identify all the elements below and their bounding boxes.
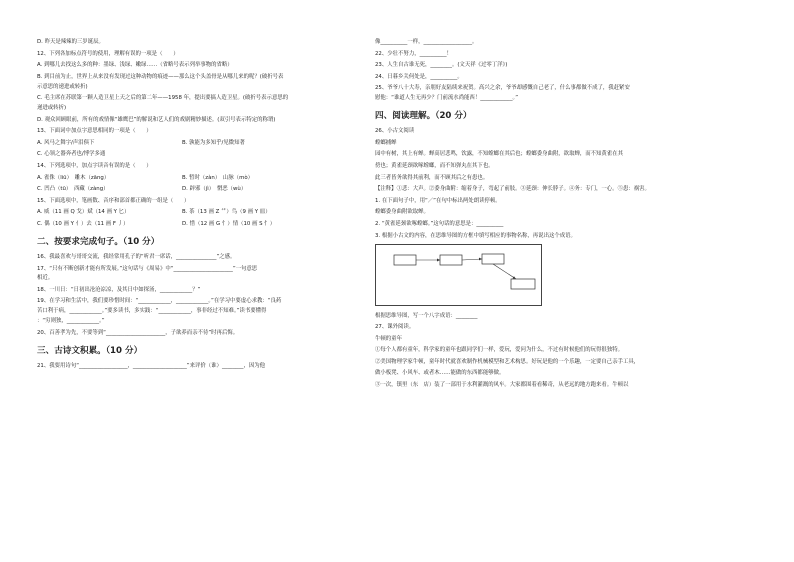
question-17: 17、“只有不断创新才能有所发展。”这句话与《周易》中“______________________”一句意思 <box>37 265 258 272</box>
question-19-cont-2: ：“穷则独，____________。” <box>37 318 105 325</box>
mind-map-box-4[interactable] <box>511 279 535 289</box>
question-21: 21、我要用诗句“__________________，____________________”来评价（谁）________，因为他 <box>37 362 266 369</box>
question-16: 16、我最喜欢与哥哥交流，我经常用孔子的“听君一席话，_______________”之感。 <box>37 253 236 260</box>
question-20: 20、百善孝为先，不要等到“______________________，子欲养而亲不待”时再后悔。 <box>37 329 239 336</box>
mind-map-box-1[interactable] <box>394 255 416 265</box>
mind-map-box-3[interactable] <box>482 254 504 264</box>
question-15-option-d: D. 惜（12 画 G 忄）情（10 画 S 忄） <box>182 220 276 227</box>
question-13-option-c: C. 心领之器奔者也/博学多通 <box>37 151 106 158</box>
question-26-1: 1. 在下面句子中，用“／”在句中标出两处朗读停顿。 <box>375 197 501 204</box>
question-14-option-b: B. 暂时（zàn） 山脉（mò） <box>182 174 254 181</box>
right-column <box>375 38 765 393</box>
passage-title: 螳螂捕蝉 <box>375 139 397 146</box>
section-4-heading: 四、阅读理解。（20 分） <box>375 111 472 122</box>
mind-map-svg <box>376 245 541 305</box>
reading-para-3: ③一次，镇里（东 店）装了一部用于水利灌溉的风车。大家都围着看稀奇，从老远的地方跑来看。牛顿以 <box>375 382 629 389</box>
question-15-options-row1 <box>37 208 357 216</box>
reading-para-2: ②美国物理学家牛顿，童年时代就喜欢制作机械模型和艺术构思。好玩是他的一个乐趣，一定要自己亲手工具， <box>375 358 640 365</box>
question-22: 22、少壮不努力，__________！ <box>375 50 452 57</box>
question-26-2: 2. “黄雀延颈欲啄螳螂。”这句话的意思是：__________ <box>375 220 504 227</box>
mind-map-arrowhead-1 <box>437 258 440 261</box>
mind-map-arrowhead-2 <box>479 257 482 260</box>
reading-title: 牛顿的童年 <box>375 335 402 342</box>
question-26-1-sentence: 螳螂委身曲附欲取蝉。 <box>375 209 429 216</box>
question-12-option-c-cont: 递进或转折) <box>37 104 67 111</box>
question-14-options-row2 <box>37 185 357 193</box>
question-23: 23、人生自古谁无死，________。(文天祥《过零丁洋》) <box>375 62 508 69</box>
question-14-option-a: A. 雀侏（liū） 雕木（zāng） <box>37 174 110 181</box>
question-15-option-c: C. 偶（10 画 Y 亻）去（11 画 F 丿） <box>37 220 129 227</box>
question-14-options-row1 <box>37 174 357 182</box>
question-15-option-a: A. 威（11 画 Q 戈）斌（14 画 Y 匕） <box>37 209 130 216</box>
left-column <box>37 38 357 373</box>
question-13-option-b: B. 孰能为多知乎/见微知著 <box>182 139 245 146</box>
question-15-options-row2 <box>37 220 357 228</box>
passage-line-1: 园中有树，其上有蝉。蝉高居悲鸣，饮露，不知螳螂在其后也；螳螂委身曲附，欲取蝉，而不知黄雀在其 <box>375 151 623 158</box>
question-17-cont: 相近。 <box>37 275 54 282</box>
question-24: 24、日暮乡关何处是，__________。 <box>375 73 463 80</box>
option-d: D. 昨天是辣辣的三岁诞辰。 <box>37 39 104 45</box>
question-27: 27、课外阅读。 <box>375 324 415 331</box>
passage-line-3: 此三者皆务欲得其前利，而不顾其后之有患也。 <box>375 174 489 181</box>
question-12-option-c: C. 毛主席在苏联第一颗人造卫星上天之后的第二年——1958 年，提出要搞人造卫星。(破折号表示意思的 <box>37 95 289 102</box>
question-26: 26、小古文阅读 <box>375 128 415 135</box>
mind-map-box-2[interactable] <box>440 255 462 265</box>
question-13-option-a: A. 风马之舞字/声泪俱下 <box>37 139 95 146</box>
reading-para-2-cont: 做小板凳、小风车、或者木……能做的东西都能够做。 <box>375 370 505 377</box>
question-14-option-d: D. 辟邪（jì） 惘恶（wù） <box>182 186 247 193</box>
question-12-option-d: D. 观众回顾眼前，所有的戏情像“雄鹰巴”的解说和艺人们的戏剧精妙描述。(双引号表示特定的称谓) <box>37 116 276 123</box>
question-15-option-b: B. 茶（13 画 Z 艹）鸟（9 画 Y 皿） <box>182 209 271 216</box>
mind-map-arrow-3 <box>493 264 516 279</box>
question-18: 18、一川日：“日初出沧沧凉凉，及其日中如探汤，____________？” <box>37 286 201 293</box>
question-12-option-b-cont: 示意思的递进或转折) <box>37 83 88 90</box>
question-14-option-c: C. 凹凸（tū） 西藏（zàng） <box>37 186 109 193</box>
passage-line-2: 傍也；黄雀延颈欲啄螳螂，而不知弹丸在其下也。 <box>375 162 494 169</box>
reading-para-1: ①每个人都有童年，科学家的童年也跟同学们一样，爱玩，爱问为什么，不过有时候他们的玩得很独特。 <box>375 347 623 354</box>
question-12: 12、下列各加标点符号的使用，理解有误的一项是（ ） <box>37 50 179 57</box>
question-12-option-a: A. 到哪儿去找这么多的种：墨绿、浅绿、嫩绿……（省略号表示列举事物的省略） <box>37 62 233 69</box>
section-2-heading: 二、按要求完成句子。（10 分） <box>37 236 160 247</box>
question-19: 19、在学习和生活中，我们要珍惜时间：“____________，____________。”在学习中要虚心求教：“良药 <box>37 298 282 305</box>
question-13: 13、下面词中加点字意思相同的一项是（ ） <box>37 128 152 135</box>
question-25-cont: 慰他：“谁道人生无再少？门前流水尚能西！____________。” <box>375 95 519 102</box>
question-19-cont-1: 苦口利于病，____________。”要多读书，多实践：“____________，事非经过不知难。”读书要懂得 <box>37 308 267 315</box>
question-21-cont: 像__________一样，__________________。 <box>375 39 478 45</box>
question-13-options-row1 <box>37 139 357 147</box>
passage-notes: 【注释】①悲：大声。②委身曲附：缩着身子，弯起了前肢。③延颈：伸长脖子。④务：专门，一心。⑤患：祸害。 <box>375 186 650 193</box>
question-26-4: 根据思维导图，写一个八字成语：________ <box>375 312 478 319</box>
mind-map-diagram <box>375 244 542 306</box>
question-25: 25、爷爷八十大寿，亲朋好友陆续来祝贺。高兴之余，爷爷却感慨自己老了，什么事都做不成了，我赶紧安 <box>375 85 630 92</box>
question-12-option-b: B. 到目前为止，世界上从来没有发现过这种动物的痕迹——那么这个头盖骨是从哪儿来的呢？(破折号表 <box>37 73 284 80</box>
section-3-heading: 三、古诗文积累。（10 分） <box>37 345 143 356</box>
question-26-3: 3. 根据小古文的内容，在思维导图的方框中填写相应的事物名称，再说出这个成语。 <box>375 232 576 239</box>
mind-map-arrowhead-3 <box>513 276 517 279</box>
question-15: 15、下面选项中，笔画数、音序和部首都正确的一组是（ ） <box>37 197 190 204</box>
question-14: 14、下列选项中，加点字读音有误的是（ ） <box>37 162 152 169</box>
